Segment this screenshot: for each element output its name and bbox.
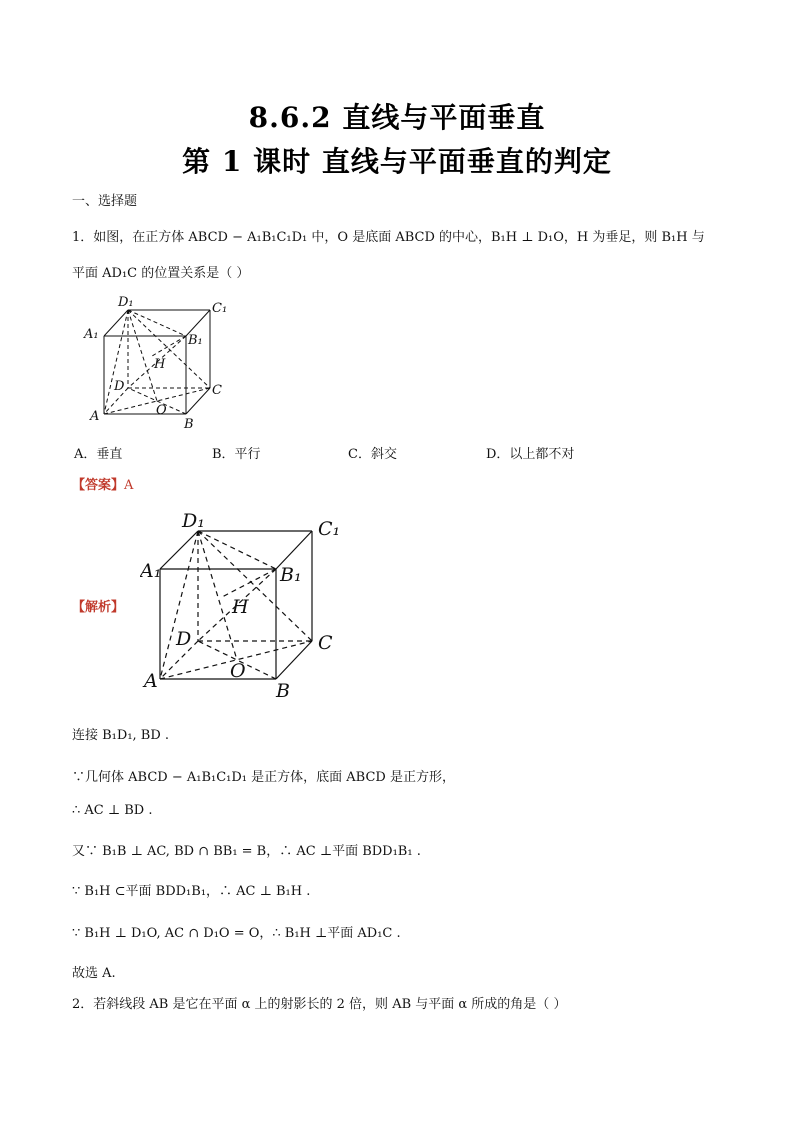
label-C1-large: C₁: [318, 518, 341, 540]
option-b: B．平行: [212, 447, 261, 462]
label-H: H: [154, 357, 166, 372]
label-H-large: H: [232, 596, 249, 618]
label-B: B: [184, 417, 194, 430]
question-1-line-1: 1．如图，在正方体 ABCD − A₁B₁C₁D₁ 中，O 是底面 ABCD 的中心，B₁H ⊥ D₁O，H 为垂足，则 B₁H 与: [72, 230, 705, 245]
label-A1-large: A₁: [140, 560, 162, 582]
title-line-1: 8.6.2 直线与平面垂直: [248, 101, 546, 134]
label-B-large: B: [276, 680, 290, 700]
label-C1: C₁: [212, 301, 228, 316]
label-A-large: A: [144, 670, 158, 692]
label-D-large: D: [176, 628, 192, 650]
question-2-line-1: 2．若斜线段 AB 是它在平面 α 上的射影长的 2 倍，则 AB 与平面 α 所成的角是（ ）: [72, 997, 567, 1012]
label-D1-large: D₁: [182, 510, 205, 532]
analysis-line-5: ∵ B₁H ⊂平面 BDD₁B₁，∴ AC ⊥ B₁H .: [72, 884, 311, 899]
option-d: D．以上都不对: [486, 447, 575, 462]
cube-figure-2: [140, 505, 350, 704]
option-a: A．垂直: [74, 447, 123, 462]
label-O: O: [156, 403, 167, 418]
label-D: D: [114, 379, 125, 394]
label-A: A: [90, 409, 100, 424]
question-1-line-2: 平面 AD₁C 的位置关系是（ ）: [72, 266, 250, 281]
analysis-line-6: ∵ B₁H ⊥ D₁O, AC ∩ D₁O = O，∴ B₁H ⊥平面 AD₁C .: [72, 926, 401, 941]
label-B1-large: B₁: [280, 564, 302, 586]
analysis-line-2: ∵几何体 ABCD − A₁B₁C₁D₁ 是正方体，底面 ABCD 是正方形，: [72, 770, 455, 785]
label-C: C: [212, 383, 222, 398]
option-c: C．斜交: [348, 447, 397, 462]
label-O-large: O: [230, 660, 246, 682]
section-heading: 一、选择题: [72, 194, 138, 209]
analysis-label: 【解析】: [72, 600, 125, 615]
analysis-line-3: ∴ AC ⊥ BD .: [72, 803, 153, 818]
label-C-large: C: [318, 632, 333, 654]
answer-line: [72, 474, 133, 493]
answer-label: 【答案】: [72, 478, 125, 493]
analysis-line-4: 又∵ B₁B ⊥ AC, BD ∩ BB₁ = B，∴ AC ⊥平面 BDD₁B₁ .: [72, 844, 421, 859]
title-line-2: 第 1 课时 直线与平面垂直的判定: [182, 145, 612, 178]
label-D1: D₁: [118, 295, 134, 310]
answer-value: A: [124, 478, 134, 493]
label-A1: A₁: [84, 327, 99, 342]
label-B1: B₁: [188, 333, 203, 348]
cube-figure-1: [76, 290, 236, 434]
analysis-line-1: 连接 B₁D₁, BD .: [72, 728, 170, 743]
analysis-line-7: 故选 A.: [72, 966, 116, 981]
